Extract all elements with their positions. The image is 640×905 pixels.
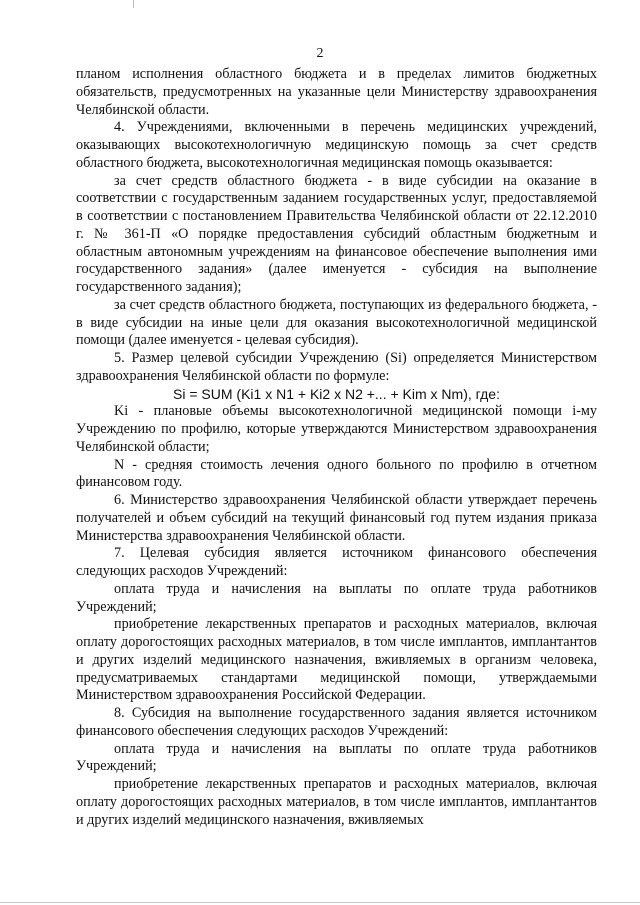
paragraph-regional-budget: за счет средств областного бюджета - в виде субсидии на оказание в соответствии с государственным заданием государственных услуг, предоставляемой в соответствии с постановлением Правительства Челябинской области от 22.12.2010 г. № 361-П «О порядке предоставления субсидий областным бюджетным и областным автономным учреждениям на финансовое обеспечение выполнения ими государственного задания» (далее именуется - субсидия на выполнение государственного задания); [76,172,597,295]
document-body [76,66,597,829]
paragraph-item-7: 7. Целевая субсидия является источником финансового обеспечения следующих расходов Учреждений: [76,545,597,579]
paragraph-medicines-8: приобретение лекарственных препаратов и расходных материалов, включая оплату дорогостоящих расходных материалов, в том числе имплантов, имплантантов и других изделий медицинского назначения, вживляемых [76,776,597,828]
paragraph-continuation: планом исполнения областного бюджета и в пределах лимитов бюджетных обязательств, предусмотренных на указанные цели Министерству здравоохранения Челябинской области. [76,66,597,118]
paragraph-n-definition: N - средняя стоимость лечения одного больного по профилю в отчетном финансовом году. [76,456,597,491]
subsidy-formula: Si = SUM (Ki1 x N1 + Ki2 x N2 +... + Kim x Nm), где: [173,385,500,402]
scan-edge-line [0,902,640,903]
paragraph-federal-budget: за счет средств областного бюджета, поступающих из федерального бюджета, - в виде субсидии на иные цели для оказания высокотехнологичной медицинской помощи (далее именуется - целевая субсидия). [76,296,597,349]
paragraph-ki-definition: Ki - плановые объемы высокотехнологичной медицинской помощи i-му Учреждению по профилю, которые утверждаются Министерством здравоохранения Челябинской области; [76,403,597,455]
paragraph-salary-7: оплата труда и начисления на выплаты по оплате труда работников Учреждений; [76,580,597,615]
paragraph-item-6: 6. Министерство здравоохранения Челябинской области утверждает перечень получателей и объем субсидий на текущий финансовый год путем издания приказа Министерства здравоохранения Челябинской области. [76,492,597,544]
page-number: 2 [316,46,324,61]
paragraph-salary-8: оплата труда и начисления на выплаты по оплате труда работников Учреждений; [76,740,597,775]
paragraph-medicines-7: приобретение лекарственных препаратов и расходных материалов, включая оплату дорогостоящих расходных материалов, в том числе имплантов, имплантантов и других изделий медицинского назначения, вживляемых в организм человека, предусматриваемых стандартами медицинской помощи, утверждаемыми Министерством здравоохранения Российской Федерации. [76,616,597,704]
paragraph-item-8: 8. Субсидия на выполнение государственного задания является источником финансового обеспечения следующих расходов Учреждений: [76,705,597,739]
paragraph-item-4: 4. Учреждениями, включенными в перечень медицинских учреждений, оказывающих высокотехнологичную медицинскую помощь за счет средств областного бюджета, высокотехнологичная медицинская помощь оказывается: [76,119,597,171]
paragraph-item-5: 5. Размер целевой субсидии Учреждению (Si) определяется Министерством здравоохранения Челябинской области по формуле: [76,350,597,384]
scan-mark [133,0,134,8]
